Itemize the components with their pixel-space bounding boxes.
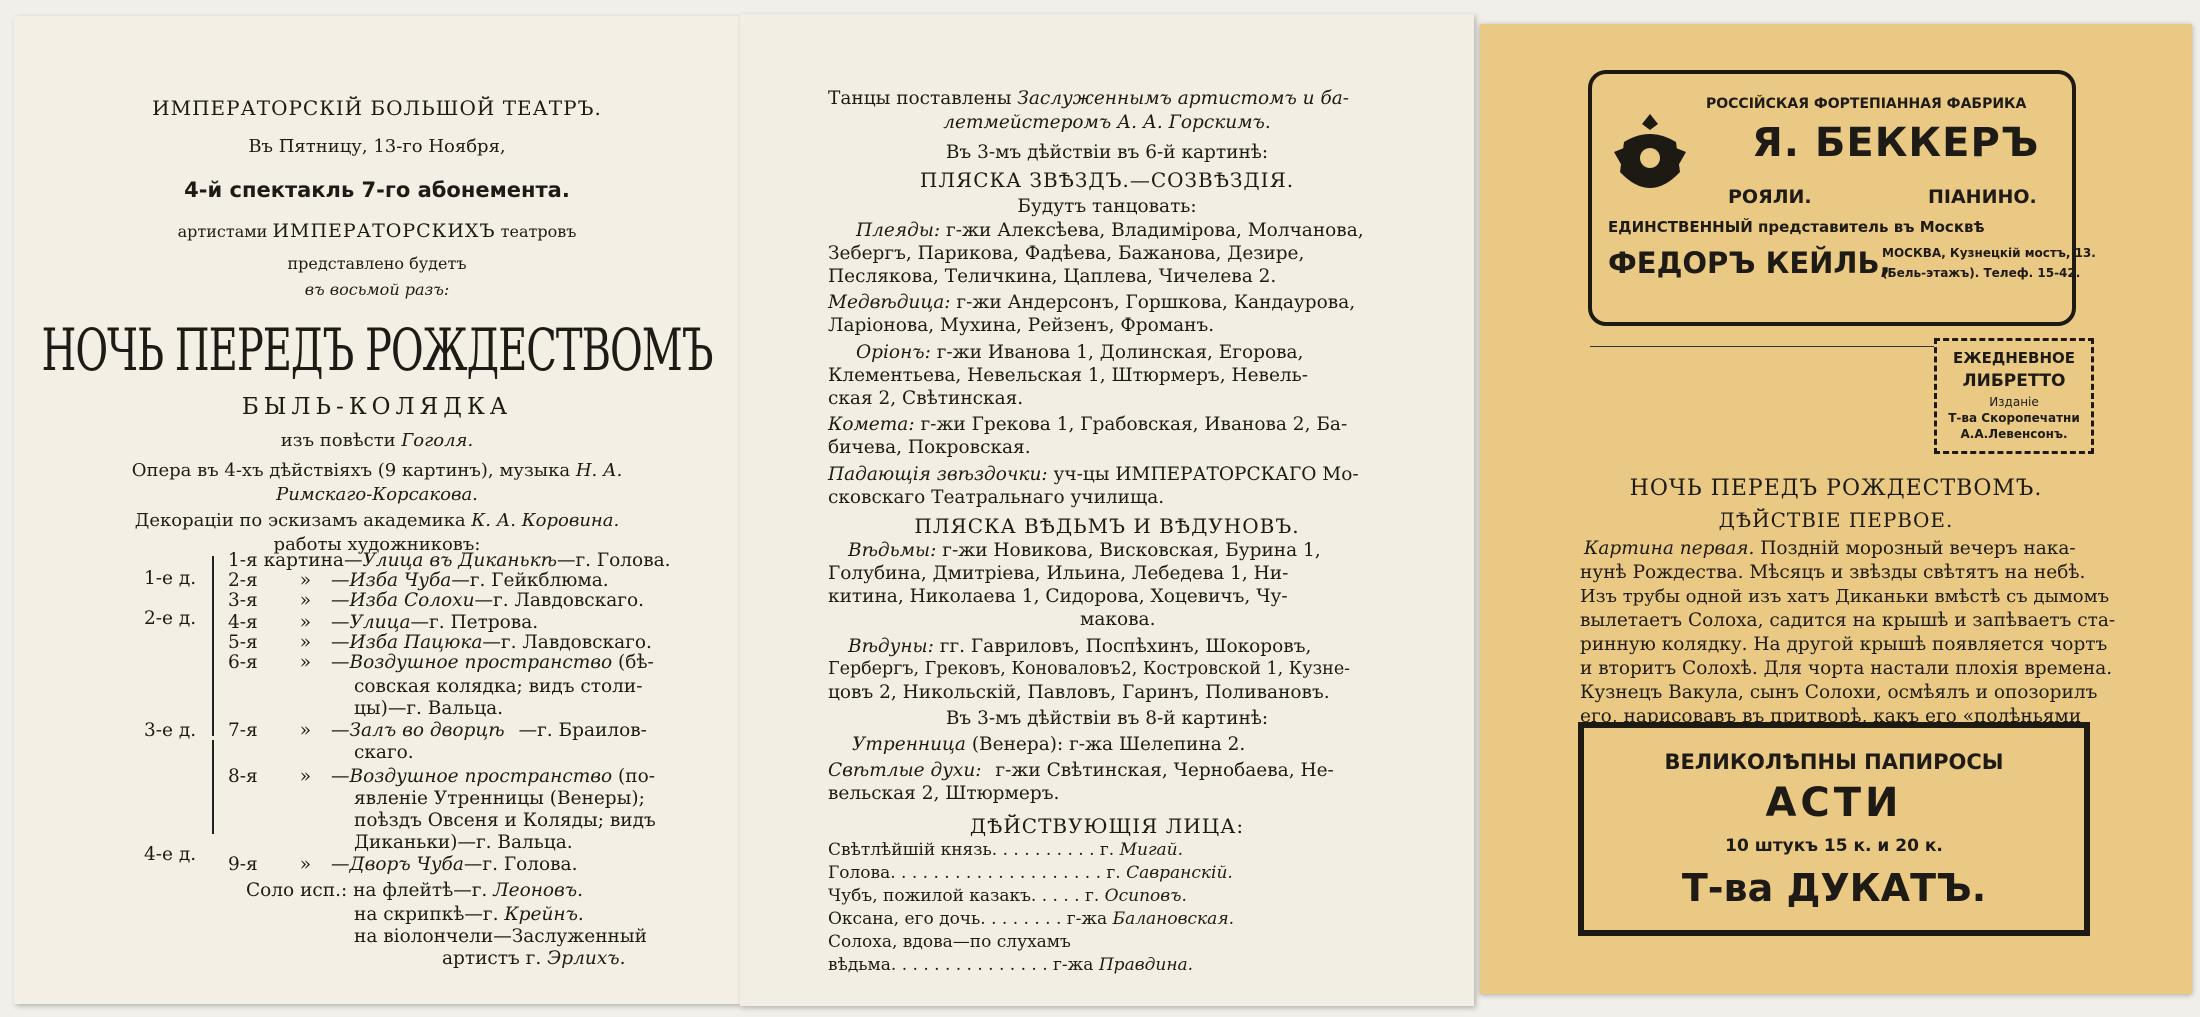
- dance-group-cont: бичева, Покровская.: [828, 437, 1031, 458]
- libretto-body-line: и вторитъ Солохѣ. Для чорта настали плохія времена.: [1580, 658, 2113, 679]
- libretto-body-line: Изъ трубы одной изъ хатъ Диканьки вмѣстѣ съ дымомъ: [1580, 586, 2110, 607]
- dance-group-cont: Песлякова, Теличкина, Цаплева, Чичелева 2.: [828, 266, 1277, 287]
- dance-group-cont: Зебергъ, Парикова, Фадѣева, Бажанова, Дезире,: [828, 243, 1305, 264]
- cast-row: Свѣтлѣйшій князь. . . . . . . . . . г. Мигай.: [828, 840, 1184, 860]
- morning-star-line: Утренница (Венера): г-жа Шелепина 2.: [852, 734, 1246, 755]
- libretto-title: НОЧЬ ПЕРЕДЪ РОЖДЕСТВОМЪ.: [1629, 476, 2043, 501]
- ad-maker: Т-ва ДУКАТЪ.: [1681, 866, 1987, 910]
- ad-address: МОСКВА, Кузнецкій мостъ, 13.: [1882, 246, 2096, 260]
- scene-continuation: явленіе Утренницы (Венеры);: [354, 788, 645, 809]
- dance-group: Плеяды: г-жи Алексѣева, Владимірова, Молчанова,: [856, 220, 1364, 241]
- ad-piano: ПІАНИНО.: [1928, 186, 2037, 208]
- theatre-name: ИМПЕРАТОРСКІЙ БОЛЬШОЙ ТЕАТРЪ.: [152, 96, 602, 120]
- will-dance-line: Будутъ танцовать:: [1017, 196, 1197, 217]
- dance-group: Комета: г-жи Грекова 1, Грабовская, Иванова 2, Ба-: [828, 414, 1348, 435]
- solo-line: Соло исп.: на флейтѣ—г. Леоновъ.: [246, 880, 584, 901]
- ad-price: 10 штукъ 15 к. и 20 к.: [1725, 836, 1943, 856]
- dance-group-cont: ская 2, Свѣтинская.: [828, 388, 1024, 409]
- ad-phone: (Бель-этажъ). Телеф. 15-42.: [1882, 266, 2081, 280]
- act-brace: [212, 598, 214, 642]
- libretto-badge: ЕЖЕДНЕВНОЕ ЛИБРЕТТО Изданіе Т-ва Скоропечатни А.А.Левенсонъ.: [1934, 338, 2094, 454]
- act-brace: [212, 556, 214, 600]
- libretto-body-line: его, нарисовавъ въ притворѣ, какъ его «полѣньями: [1580, 706, 2082, 727]
- artists-line: артистами ИМПЕРАТОРСКИХЪ театровъ: [177, 220, 577, 242]
- dance-group-cont: китина, Николаева 1, Сидорова, Хоцевичъ, Чу-: [828, 586, 1288, 607]
- libretto-body-line: нунѣ Рождества. Мѣсяцъ и звѣзды свѣтятъ на небѣ.: [1580, 562, 2086, 583]
- dance-group-cont: Ларіонова, Мухина, Рейзенъ, Фроманъ.: [828, 315, 1215, 336]
- dance-group: Оріонъ: г-жи Иванова 1, Долинская, Егорова,: [856, 342, 1304, 363]
- dance-group-cont: цовъ 2, Никольскій, Павловъ, Гаринъ, Поливановъ.: [828, 682, 1330, 703]
- scene-continuation: цы)—г. Вальца.: [354, 698, 504, 719]
- scene-continuation: Диканьки)—г. Вальца.: [354, 832, 573, 853]
- spirits-line: Свѣтлые духи: г-жи Свѣтинская, Чернобаева, Не-: [828, 760, 1334, 781]
- dance-group: Вѣдуны: гг. Гавриловъ, Поспѣхинъ, Шокоровъ,: [848, 636, 1312, 657]
- scene-row: 7-я » —Залъ во дворцѣ —г. Браилов-: [228, 720, 647, 741]
- choreography-line1: Танцы поставлены Заслуженнымъ артистомъ и ба-: [828, 88, 1350, 109]
- ad-representative: ЕДИНСТВЕННЫЙ представитель въ Москвѣ: [1608, 218, 1985, 236]
- scene-continuation: скаго.: [354, 742, 414, 763]
- act-label: 1-е д.: [144, 568, 197, 589]
- dance-witches-heading: ПЛЯСКА ВѢДЬМЪ И ВѢДУНОВЪ.: [914, 514, 1300, 538]
- libretto-body-line: ринную колядку. На другой крышѣ появляется чортъ: [1580, 634, 2108, 655]
- act-brace: [212, 740, 214, 834]
- opera-title: НОЧЬ ПЕРЕДЪ РОЖДЕСТВОМЪ: [41, 318, 713, 385]
- opera-info-line1: Опера въ 4-хъ дѣйствіяхъ (9 картинъ), музыка Н. А.: [131, 460, 623, 481]
- solo-line: на скрипкѣ—г. Крейнъ.: [354, 904, 584, 925]
- scene-row: 6-я » —Воздушное пространство (бѣ-: [228, 652, 654, 673]
- decor-line1: Декораціи по эскизамъ академика К. А. Коровина.: [134, 510, 620, 531]
- cast-heading: ДѢЙСТВУЮЩІЯ ЛИЦА:: [969, 814, 1245, 838]
- spirits-line-cont: вельская 2, Штюрмеръ.: [828, 783, 1060, 804]
- opera-info-line2: Римскаго-Корсакова.: [276, 484, 478, 505]
- ad-dealer: ФЕДОРЪ КЕЙЛЬ,: [1608, 246, 1891, 280]
- times-line: въ восьмой разъ:: [304, 280, 450, 299]
- decor-line2: работы художниковъ:: [273, 534, 481, 555]
- subscription-line: 4-й спектакль 7-го абонемента.: [184, 178, 570, 202]
- act3-scene8-heading: Въ 3-мъ дѣйствіи въ 8-й картинѣ:: [945, 708, 1269, 729]
- ad-brand-name: Я. БЕККЕРЪ: [1752, 120, 2040, 166]
- ad-factory-line: РОССІЙСКАЯ ФОРТЕПІАННАЯ ФАБРИКА: [1706, 96, 2027, 112]
- program-page-right: [1480, 24, 2192, 994]
- act-label: 3-е д.: [144, 720, 197, 741]
- cast-row: Оксана, его дочь. . . . . . . . г-жа Балановская.: [828, 909, 1234, 929]
- ad-cigarette-brand: АСТИ: [1765, 780, 1903, 826]
- scene-row: 9-я » —Дворъ Чуба—г. Голова.: [228, 854, 578, 875]
- dance-group-cont: Голубина, Дмитріева, Ильина, Лебедева 1, Ни-: [828, 563, 1289, 584]
- libretto-body-line: Картина первая. Поздній морозный вечеръ нака-: [1584, 538, 2076, 559]
- scene-row: 5-я » —Изба Пацюка—г. Лавдовскаго.: [228, 632, 652, 653]
- dance-group-cont: Гербергъ, Грековъ, Коноваловъ2, Костровской 1, Кузне-: [828, 659, 1351, 679]
- dance-stars-heading: ПЛЯСКА ЗВѢЗДЪ.—СОЗВѢЗДІЯ.: [919, 168, 1295, 192]
- imperial-crest-icon: [1610, 108, 1690, 208]
- cast-row: вѣдьма. . . . . . . . . . . . . . . г-жа Правдина.: [828, 955, 1194, 975]
- libretto-body-line: Кузнецъ Вакула, сынъ Солохи, осмѣялъ и опозорилъ: [1580, 682, 2098, 703]
- presented-line: представлено будетъ: [287, 254, 467, 273]
- dance-group-cont: макова.: [1080, 609, 1156, 630]
- scene-continuation: поѣздъ Овсеня и Коляды; видъ: [354, 810, 656, 831]
- dance-group: Вѣдьмы: г-жи Новикова, Висковская, Бурина 1,: [848, 540, 1321, 561]
- dance-group-cont: сковскаго Театральнаго училища.: [828, 487, 1165, 508]
- libretto-body-line: вылетаетъ Солоха, садится на крышѣ и запѣваетъ ста-: [1580, 610, 2116, 631]
- act3-scene6-heading: Въ 3-мъ дѣйствіи въ 6-й картинѣ:: [945, 142, 1269, 163]
- scene-row: 1-я картина—Улица въ Диканькѣ—г. Голова.: [228, 550, 671, 571]
- act-brace: [212, 642, 214, 736]
- becker-piano-ad: [1588, 70, 2096, 326]
- dance-group: Медвѣдица: г-жи Андерсонъ, Горшкова, Кандаурова,: [828, 292, 1356, 313]
- performance-date: Въ Пятницу, 13-го Ноября,: [248, 136, 506, 157]
- scene-row: 4-я » —Улица—г. Петрова.: [228, 612, 539, 633]
- solo-line: артистъ г. Эрлихъ.: [442, 948, 626, 969]
- scene-row: 2-я » —Изба Чуба—г. Гейкблюма.: [228, 570, 609, 591]
- act-label: 4-е д.: [144, 844, 197, 865]
- cast-row: Чубъ, пожилой казакъ. . . . . г. Осиповъ.: [828, 886, 1187, 906]
- dance-group-cont: Клементьева, Невельская 1, Штюрмеръ, Невель-: [828, 365, 1308, 386]
- asti-cigarette-ad: [1578, 722, 2090, 936]
- scene-row: 3-я » —Изба Солохи—г. Лавдовскаго.: [228, 590, 644, 611]
- scene-continuation: совская колядка; видъ столи-: [354, 676, 643, 697]
- program-page-middle: [740, 14, 1474, 1006]
- source-line: изъ повѣсти Гоголя.: [280, 430, 474, 451]
- ad-cigarettes-line: ВЕЛИКОЛѢПНЫ ПАПИРОСЫ: [1664, 750, 2004, 774]
- cast-row: Голова. . . . . . . . . . . . . . . . . . . . г. Савранскій.: [828, 863, 1233, 883]
- ad-royal: РОЯЛИ.: [1728, 186, 1812, 208]
- dance-group: Падающія звѣздочки: уч-цы ИМПЕРАТОРСКАГО Мо-: [828, 464, 1359, 485]
- scene-row: 8-я » —Воздушное пространство (по-: [228, 766, 655, 787]
- cast-row: Солоха, вдова—по слухамъ: [828, 932, 1071, 952]
- libretto-act: ДѢЙСТВІЕ ПЕРВОЕ.: [1718, 508, 1954, 532]
- choreography-line2: летмейстеромъ А. А. Горскимъ.: [943, 112, 1271, 133]
- opera-subtitle: БЫЛЬ-КОЛЯДКА: [241, 394, 513, 420]
- program-page-left: [14, 16, 740, 1004]
- solo-line: на віолончели—Заслуженный: [354, 926, 647, 947]
- act-label: 2-е д.: [144, 608, 197, 629]
